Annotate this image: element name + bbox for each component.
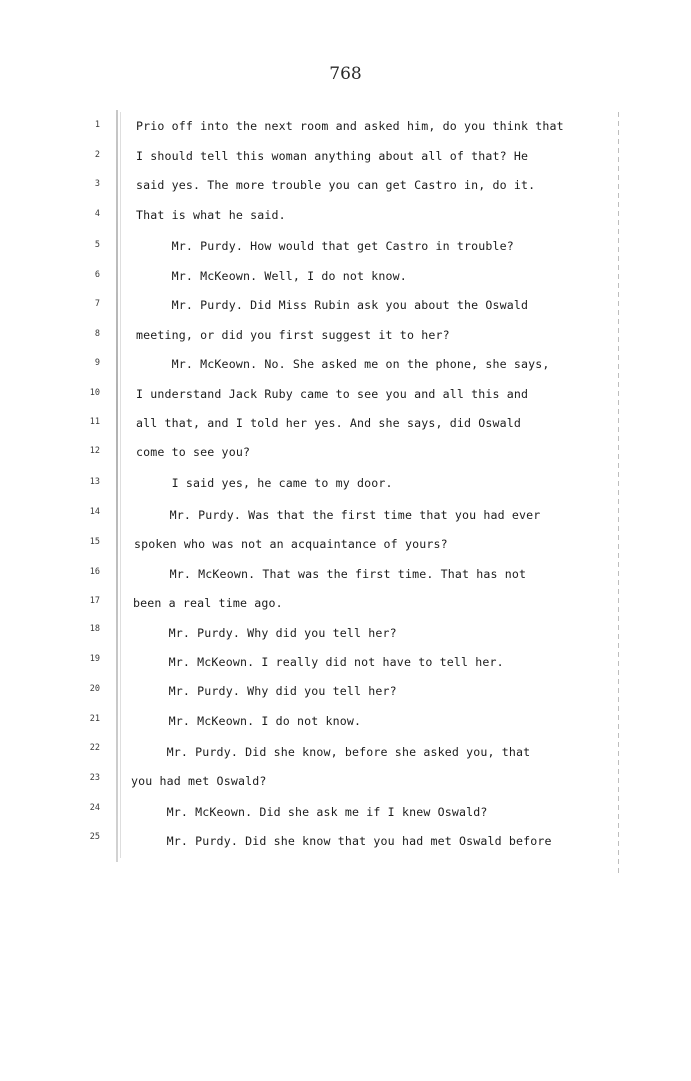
line-number: 24 — [89, 803, 100, 813]
transcript-line: all that, and I told her yes. And she says, did Oswald — [136, 416, 522, 430]
line-number: 4 — [94, 209, 100, 219]
line-number: 5 — [94, 240, 100, 250]
transcript-line: Mr. McKeown. No. She asked me on the phone, she says, — [136, 357, 550, 371]
transcript-line: come to see you? — [136, 445, 251, 459]
line-number: 21 — [89, 714, 100, 724]
transcript-line: Mr. Purdy. How would that get Castro in trouble? — [136, 239, 514, 253]
transcript-line: Mr. Purdy. Did she know, before she asked you, that — [131, 745, 531, 759]
line-number: 20 — [89, 684, 100, 694]
line-number: 13 — [89, 477, 100, 487]
transcript-line: Mr. McKeown. Did she ask me if I knew Oswald? — [131, 805, 488, 819]
transcript-line: Mr. McKeown. That was the first time. That has not — [134, 567, 527, 581]
line-number: 22 — [89, 743, 100, 753]
transcript-line: Mr. Purdy. Why did you tell her? — [133, 626, 397, 640]
transcript-line: been a real time ago. — [133, 596, 283, 610]
line-number: 14 — [89, 507, 100, 517]
transcript-line: Mr. McKeown. I really did not have to tell her. — [133, 655, 504, 669]
transcript-line: spoken who was not an acquaintance of yours? — [134, 537, 448, 551]
line-number: 12 — [89, 446, 100, 456]
left-margin-rule-inner — [120, 112, 121, 858]
transcript-line: I should tell this woman anything about all of that? He — [136, 149, 529, 163]
line-number: 16 — [89, 567, 100, 577]
line-number: 19 — [89, 654, 100, 664]
transcript-line: you had met Oswald? — [131, 774, 267, 788]
transcript-line: Prio off into the next room and asked him, do you think that — [136, 119, 564, 133]
page-number: 768 — [329, 64, 362, 84]
transcript-line: Mr. Purdy. Why did you tell her? — [133, 684, 397, 698]
transcript-line: Mr. Purdy. Did Miss Rubin ask you about the Oswald — [136, 298, 529, 312]
transcript-line: Mr. Purdy. Did she know that you had met Oswald before — [131, 834, 552, 848]
left-margin-rule — [116, 110, 118, 862]
line-number: 2 — [94, 150, 100, 160]
transcript-line: said yes. The more trouble you can get Castro in, do it. — [136, 178, 536, 192]
transcript-line: I said yes, he came to my door. — [136, 476, 393, 490]
line-number: 1 — [94, 120, 100, 130]
transcript-line: Mr. McKeown. I do not know. — [133, 714, 362, 728]
line-number: 17 — [89, 596, 100, 606]
line-number: 9 — [94, 358, 100, 368]
line-number: 23 — [89, 773, 100, 783]
line-number: 3 — [94, 179, 100, 189]
line-number: 8 — [94, 329, 100, 339]
transcript-line: Mr. McKeown. Well, I do not know. — [136, 269, 407, 283]
line-number: 7 — [94, 299, 100, 309]
line-number: 25 — [89, 832, 100, 842]
right-margin-rule — [618, 112, 619, 874]
transcript-line: Mr. Purdy. Was that the first time that you had ever — [134, 508, 541, 522]
line-number: 11 — [89, 417, 100, 427]
line-number: 15 — [89, 537, 100, 547]
transcript-line: That is what he said. — [136, 208, 286, 222]
line-number: 6 — [94, 270, 100, 280]
line-number: 10 — [89, 388, 100, 398]
transcript-line: I understand Jack Ruby came to see you and all this and — [136, 387, 529, 401]
transcript-line: meeting, or did you first suggest it to her? — [136, 328, 450, 342]
line-number: 18 — [89, 624, 100, 634]
